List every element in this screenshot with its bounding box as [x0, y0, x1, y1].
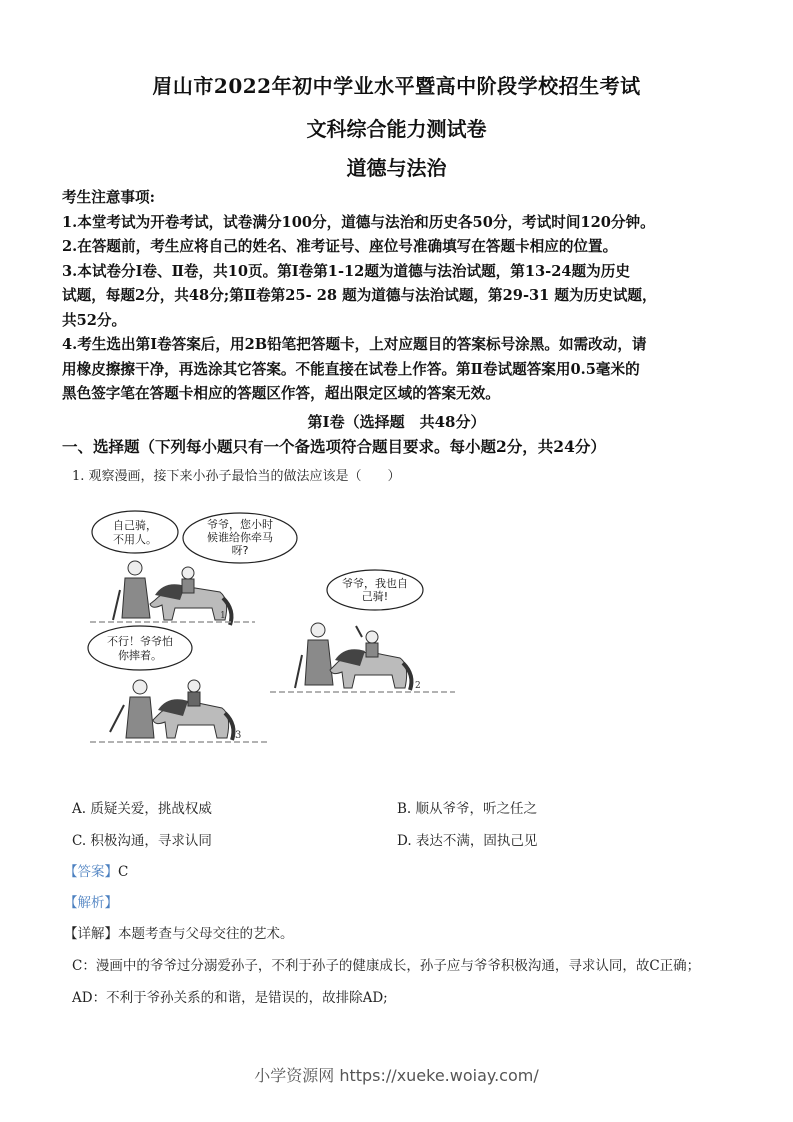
notes-heading: 考生注意事项:: [62, 189, 155, 206]
option-c: C. 积极沟通，寻求认同: [72, 833, 212, 849]
comic-panel-1: [90, 511, 297, 625]
section-heading: 一、选择题（下列每小题只有一个备选项符合题目要求。每小题2分，共24分）: [62, 437, 606, 456]
option-a: A. 质疑关爱，挑战权威: [72, 801, 212, 817]
bubble-text: 自己骑，: [113, 519, 157, 532]
bubble-text: 不用人。: [113, 533, 157, 546]
notes-line: 共52分。: [62, 311, 127, 329]
option-b: B. 顺从爷爷，听之任之: [397, 801, 538, 817]
notes-line: 黑色签字笔在答题卡相应的答题区作答，超出限定区域的答案无效。: [62, 385, 500, 402]
notes-line: 用橡皮擦擦干净，再选涂其它答案。不能直接在试卷上作答。第Ⅱ卷试题答案用0.5毫米的: [62, 360, 640, 378]
detail-line: 【详解】本题考查与父母交往的艺术。: [64, 926, 294, 942]
analysis-label: 【解析】: [64, 895, 118, 911]
comic-panel-3: [88, 626, 270, 742]
footer-watermark: 小学资源网 https://xueke.woiay.com/: [254, 1066, 539, 1085]
bubble-text: 候谁给你牵马: [207, 531, 273, 544]
answer-label: 【答案】: [64, 864, 118, 880]
answer-line: [64, 860, 128, 880]
panel-number: 3: [235, 730, 242, 741]
explanation-c: C：漫画中的爷爷过分溺爱孙子，不利于孙子的健康成长，孙子应与爷爷积极沟通，寻求认同，故C正确；: [72, 958, 701, 974]
answer-value: C: [118, 864, 129, 880]
comic-panel-2: [270, 570, 455, 692]
notes-line: 1.本堂考试为开卷考试，试卷满分100分，道德与法治和历史各50分，考试时间120分钟。: [62, 213, 655, 231]
explanation-ad: AD：不利于爷孙关系的和谐，是错误的，故排除AD;: [72, 990, 388, 1006]
notes-line: 2.在答题前，考生应将自己的姓名、准考证号、座位号准确填写在答题卡相应的位置。: [62, 238, 618, 255]
subject-title: 道德与法治: [346, 156, 447, 180]
exam-subtitle: 文科综合能力测试卷: [306, 117, 487, 141]
notes-line: 试题，每题2分，共48分;第Ⅱ卷第25- 28 题为道德与法治试题，第29-31 题为历史试题，: [62, 287, 657, 304]
analysis-line: [64, 891, 118, 911]
option-d: D. 表达不满，固执己见: [397, 833, 538, 849]
bubble-text: 不行！爷爷怕: [107, 635, 173, 648]
comic-illustration: [80, 500, 460, 745]
panel-number: 2: [415, 681, 421, 691]
exam-notes: [62, 186, 734, 407]
part-title: 第Ⅰ卷（选择题 共48分）: [307, 413, 486, 431]
bubble-text: 呀?: [231, 544, 249, 557]
bubble-text: 己骑!: [361, 590, 389, 603]
exam-title: 眉山市2022年初中学业水平暨高中阶段学校招生考试: [152, 74, 641, 98]
bubble-text: 爷爷，我也自: [342, 577, 408, 590]
question-stem: 1. 观察漫画，接下来小孙子最恰当的做法应该是（ ）: [72, 469, 401, 484]
bubble-text: 爷爷，您小时: [207, 518, 273, 531]
notes-line: 4.考生选出第Ⅰ卷答案后，用2B铅笔把答题卡，上对应题目的答案标号涂黑。如需改动，请: [62, 336, 647, 353]
notes-line: 3.本试卷分Ⅰ卷、Ⅱ卷，共10页。第Ⅰ卷第1-12题为道德与法治试题，第13-24题为历史: [62, 262, 630, 280]
bubble-text: 你摔着。: [118, 649, 162, 662]
panel-number: 1: [220, 611, 226, 621]
